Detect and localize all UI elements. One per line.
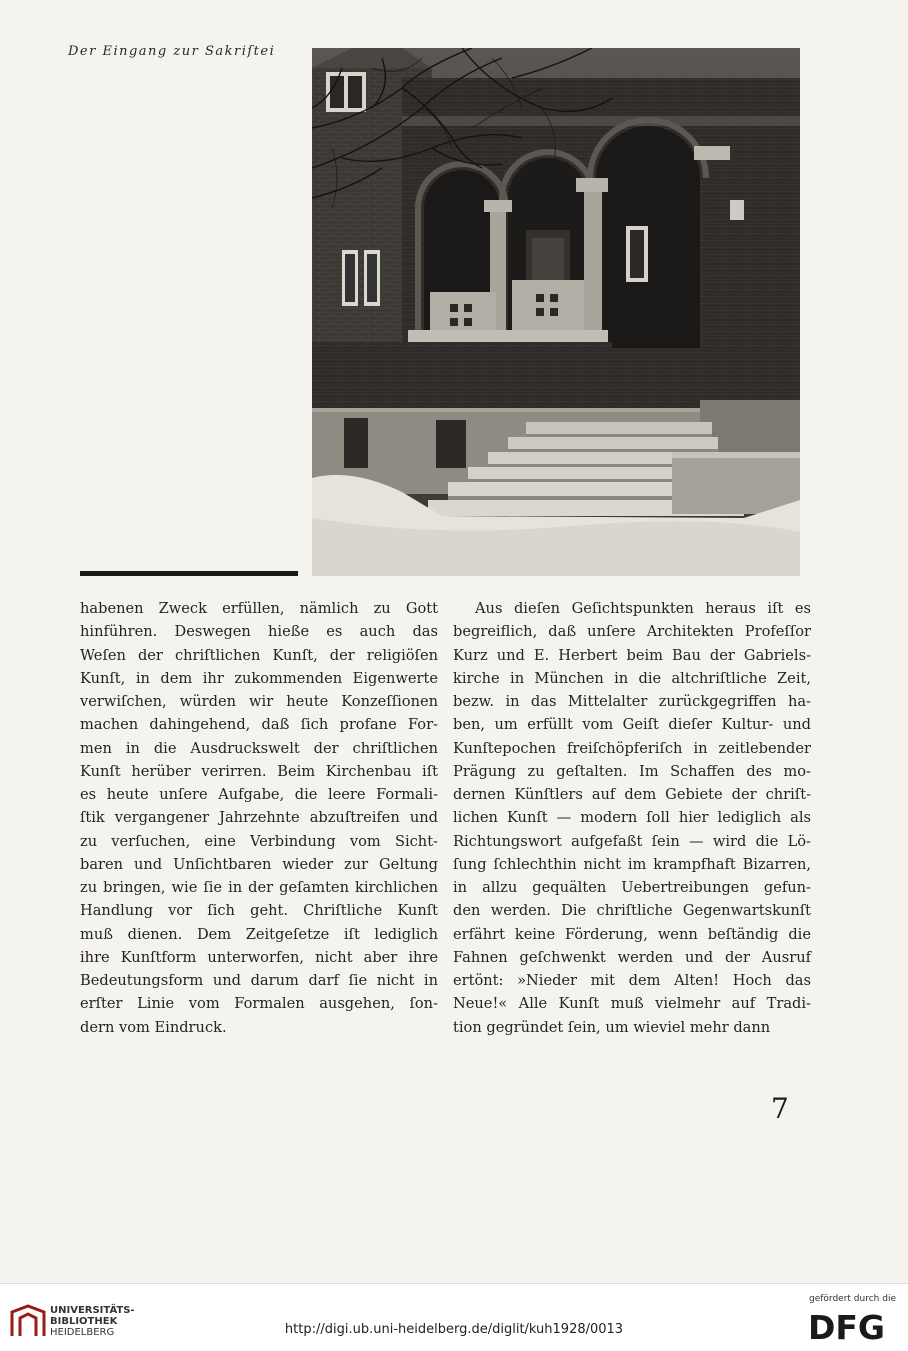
text-line: dernen Künſtlers auf dem Gebiete der chriſt- xyxy=(453,786,811,803)
text-line: bezw. in das Mittelalter zurückgegriffen ha- xyxy=(453,693,811,710)
text-line: Neue!« Alle Kunſt muß vielmehr auf Tradi- xyxy=(453,995,811,1013)
text-line: Aus dieſen Geſichtspunkten heraus iſt es xyxy=(475,600,811,617)
library-line-3: HEIDELBERG xyxy=(50,1327,115,1338)
text-line: ihre Kunſtform unterworfen, nicht aber ihre xyxy=(80,948,438,966)
text-line: Kunſt herüber verirren. Beim Kirchenbau iſt xyxy=(80,762,438,780)
text-line: Kunſtepochen freiſchöpferiſch in zeitlebender xyxy=(453,739,811,757)
text-line: men in die Ausdruckswelt der chriſtlichen xyxy=(80,739,438,757)
text-line: baren und Unſichtbaren wieder zur Geltung xyxy=(80,855,438,873)
library-line-2: BIBLIOTHEK xyxy=(50,1316,118,1327)
permalink-url[interactable]: http://digi.ub.uni-heidelberg.de/diglit/kuh1928/0013 xyxy=(284,1322,624,1337)
text-line: muß dienen. Dem Zeitgeſetze iſt lediglich xyxy=(80,925,438,943)
text-line: in allzu gequälten Uebertreibungen gefun- xyxy=(453,879,811,896)
text-line: dern vom Eindruck. xyxy=(80,1018,227,1036)
text-line: erſter Linie vom Formalen ausgehen, ſon- xyxy=(80,995,438,1013)
divider-rule xyxy=(80,571,298,576)
text-line: es heute unſere Aufgabe, die leere Formali- xyxy=(80,786,438,803)
text-line: erfährt keine Förderung, wenn beſtändig die xyxy=(453,925,811,943)
text-line: begreiflich, daß unſere Architekten Profeſſor xyxy=(453,623,811,641)
dfg-logo-text: DFG xyxy=(808,1310,886,1342)
text-line: verwiſchen, würden wir heute Konzeſſionen xyxy=(80,693,438,710)
text-line: ſung ſchlechthin nicht im krampfhaft Bizarren, xyxy=(453,855,811,873)
text-line: hinführen. Deswegen hieße es auch das xyxy=(80,623,438,641)
footer-bar xyxy=(0,1283,908,1351)
text-line: Richtungswort aufgefaßt ſein — wird die Lö- xyxy=(453,832,811,850)
text-line: ben, um erfüllt vom Geiſt dieſer Kultur- und xyxy=(453,716,811,734)
left-text-column xyxy=(80,597,438,1039)
text-line: Kurz und E. Herbert beim Bau der Gabriels- xyxy=(453,646,811,664)
dfg-logo-icon[interactable] xyxy=(808,1310,896,1342)
entrance-photo-graphic xyxy=(312,48,800,576)
text-line: tion gegründet ſein, um wieviel mehr dann xyxy=(453,1018,771,1036)
entrance-photo xyxy=(312,48,800,576)
text-line: zu bringen, wie ſie in der geſamten kirchlichen xyxy=(80,879,438,896)
text-line: Prägung zu geſtalten. Im Schaffen des mo- xyxy=(453,762,811,780)
text-line: den werden. Die chriſtliche Gegenwartskunſt xyxy=(453,902,811,920)
photo-caption: Der Eingang zur Sakriſtei xyxy=(68,44,276,59)
text-line: Weſen der chriſtlichen Kunſt, der religiöſen xyxy=(80,646,438,664)
funding-note: gefördert durch die xyxy=(809,1294,896,1304)
text-line: Bedeutungsform und darum darf ſie nicht in xyxy=(80,972,438,989)
right-text-column xyxy=(453,597,811,1039)
text-line: ſtik vergangener Jahrzehnte abzuſtreifen und xyxy=(80,809,438,827)
text-line: habenen Zweck erfüllen, nämlich zu Gott xyxy=(80,600,438,617)
text-line: kirche in München in die altchriſtliche Zeit, xyxy=(453,669,811,687)
text-line: Kunſt, in dem ihr zukommenden Eigenwerte xyxy=(80,669,438,687)
text-line: machen dahingehend, daß ſich profane For- xyxy=(80,716,438,734)
text-line: Fahnen geſchwenkt werden und der Ausruf xyxy=(453,948,811,966)
library-line-1: UNIVERSITÄTS- xyxy=(50,1305,135,1316)
text-line: zu verſuchen, eine Verbindung vom Sicht- xyxy=(80,832,438,850)
text-line: Handlung vor ſich geht. Chriſtliche Kunſt xyxy=(80,902,438,920)
text-line: lichen Kunſt — modern ſoll hier lediglich als xyxy=(453,809,811,827)
page-number: 7 xyxy=(771,1092,789,1125)
text-line: ertönt: »Nieder mit dem Alten! Hoch das xyxy=(453,972,811,989)
